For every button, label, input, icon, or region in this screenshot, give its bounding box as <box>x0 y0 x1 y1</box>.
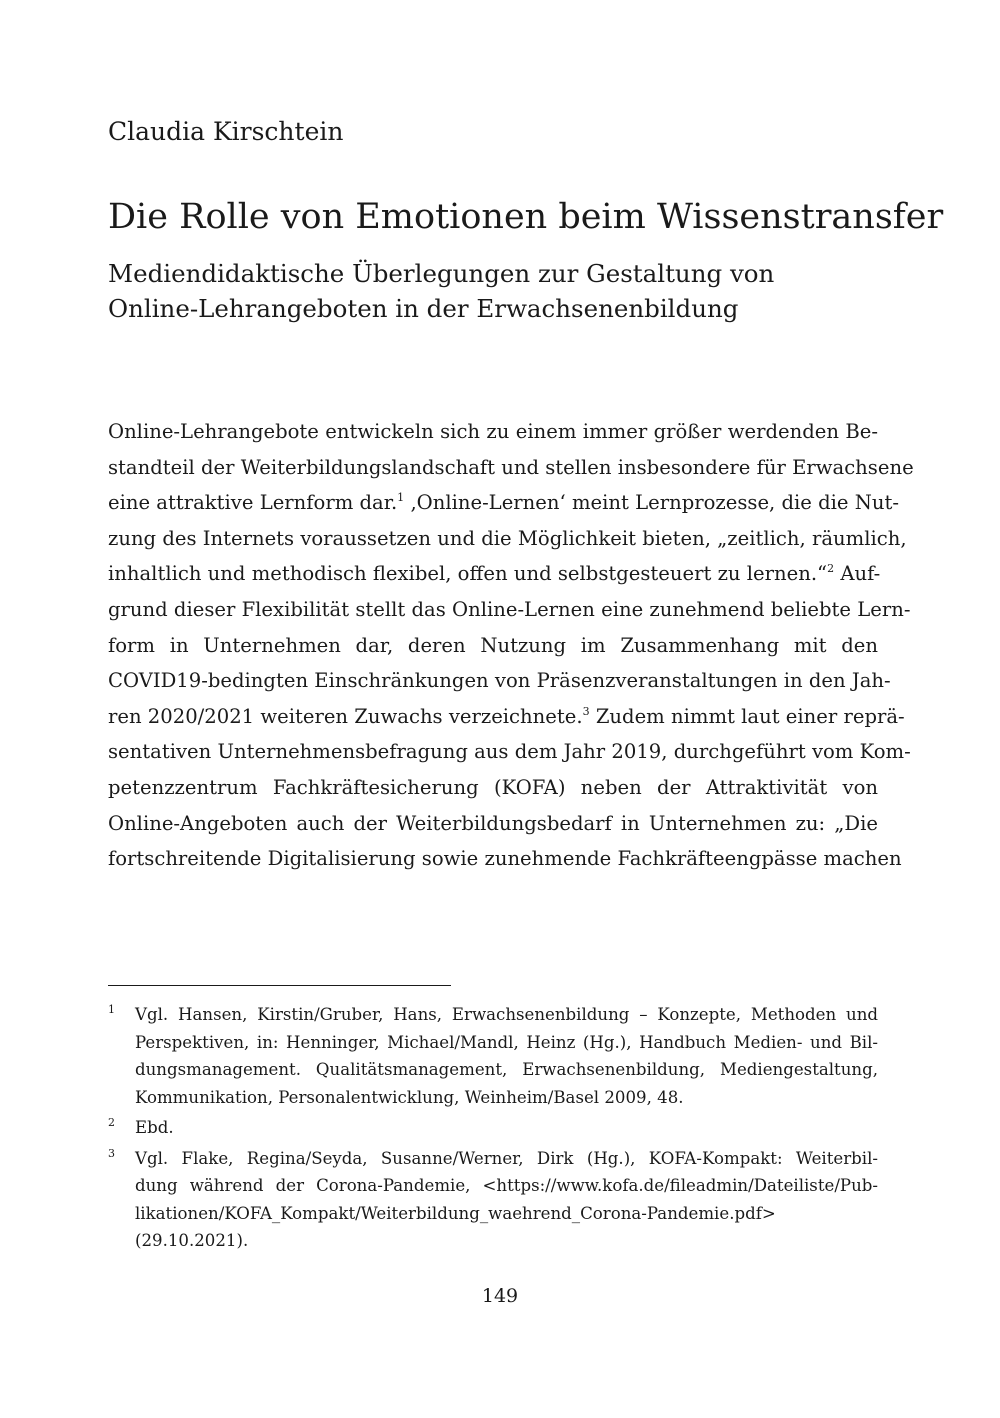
footnote-line: Kommunikation, Personalentwicklung, Weinheim/Basel 2009, 48. <box>135 1087 684 1107</box>
body-text-segment: ‚Online-Lernen‘ meint Lernprozesse, die die Nut- <box>410 491 900 515</box>
body-line: zung des Internets voraussetzen und die Möglichkeit bieten, „zeitlich, räumlich, <box>108 526 907 550</box>
body-text-segment: inhaltlich und methodisch flexibel, offen und selbstgesteuert zu lernen.“ <box>108 562 828 586</box>
body-line: fortschreitende Digitalisierung sowie zunehmende Fachkräfteengpässe machen <box>108 847 902 871</box>
footnote-line: dung während der Corona-Pandemie, <https://www.kofa.de/fileadmin/Dateiliste/Pub- <box>135 1176 878 1195</box>
body-text-segment: Auf- <box>840 562 881 586</box>
footnote-line: Ebd. <box>135 1118 174 1137</box>
footnote-ref-1[interactable]: 1 <box>397 491 405 505</box>
body-line: Online-Angeboten auch der Weiterbildungsbedarf in Unternehmen zu: „Die <box>108 811 878 835</box>
body-text-segment: ren 2020/2021 weiteren Zuwachs verzeichnete. <box>108 704 583 728</box>
footnote-line: Perspektiven, in: Henninger, Michael/Mandl, Heinz (Hg.), Handbuch Medien- und Bil- <box>135 1032 878 1052</box>
body-line: form in Unternehmen dar, deren Nutzung im Zusammenhang mit den <box>108 633 878 657</box>
footnote-1 <box>108 1001 878 1111</box>
footnote-number: 2 <box>108 1116 115 1129</box>
body-text-segment: Zudem nimmt laut einer reprä- <box>595 704 905 728</box>
footnote-line: (29.10.2021). <box>135 1231 249 1250</box>
body-line: petenzzentrum Fachkräftesicherung (KOFA) neben der Attraktivität von <box>108 775 878 799</box>
chapter-title: Die Rolle von Emotionen beim Wissenstransfer <box>108 197 944 237</box>
footnote-2 <box>108 1114 878 1142</box>
body-text-segment: eine attraktive Lernform dar. <box>108 491 398 515</box>
chapter-subtitle <box>108 256 774 326</box>
subtitle-line: Mediendidaktische Überlegungen zur Gestaltung von <box>108 259 775 288</box>
footnote-line: Vgl. Flake, Regina/Seyda, Susanne/Werner, Dirk (Hg.), KOFA-Kompakt: Weiterbil- <box>135 1148 878 1168</box>
footnote-line: dungsmanagement. Qualitätsmanagement, Erwachsenenbildung, Mediengestaltung, <box>135 1060 878 1079</box>
body-line: Online-Lehrangebote entwickeln sich zu einem immer größer werdenden Be- <box>108 420 878 443</box>
footnote-number: 1 <box>108 1003 115 1016</box>
subtitle-line: Online-Lehrangeboten in der Erwachsenenbildung <box>108 294 739 323</box>
page-number: 149 <box>481 1285 519 1307</box>
body-paragraph <box>108 414 914 877</box>
body-line: sentativen Unternehmensbefragung aus dem Jahr 2019, durchgeführt vom Kom- <box>108 740 911 764</box>
footnote-ref-3[interactable]: 3 <box>582 704 590 718</box>
footnote-line: Vgl. Hansen, Kirstin/Gruber, Hans, Erwachsenenbildung – Konzepte, Methoden und <box>135 1005 878 1024</box>
footnote-3 <box>108 1145 878 1255</box>
footnote-number: 3 <box>108 1146 115 1160</box>
body-line <box>108 556 881 592</box>
footnote-ref-2[interactable]: 2 <box>827 562 835 576</box>
body-line <box>108 699 905 735</box>
footnote-line: likationen/KOFA_Kompakt/Weiterbildung_waehrend_Corona-Pandemie.pdf> <box>135 1203 776 1223</box>
body-line: standteil der Weiterbildungslandschaft und stellen insbesondere für Erwachsene <box>108 455 914 479</box>
body-line <box>108 485 900 521</box>
body-line: COVID19-bedingten Einschränkungen von Präsenzveranstaltungen in den Jah- <box>108 669 891 693</box>
footnotes <box>108 1001 878 1258</box>
footnote-divider <box>108 985 451 986</box>
body-line: grund dieser Flexibilität stellt das Online-Lernen eine zunehmend beliebte Lern- <box>108 597 911 621</box>
author-name: Claudia Kirschtein <box>108 117 344 146</box>
